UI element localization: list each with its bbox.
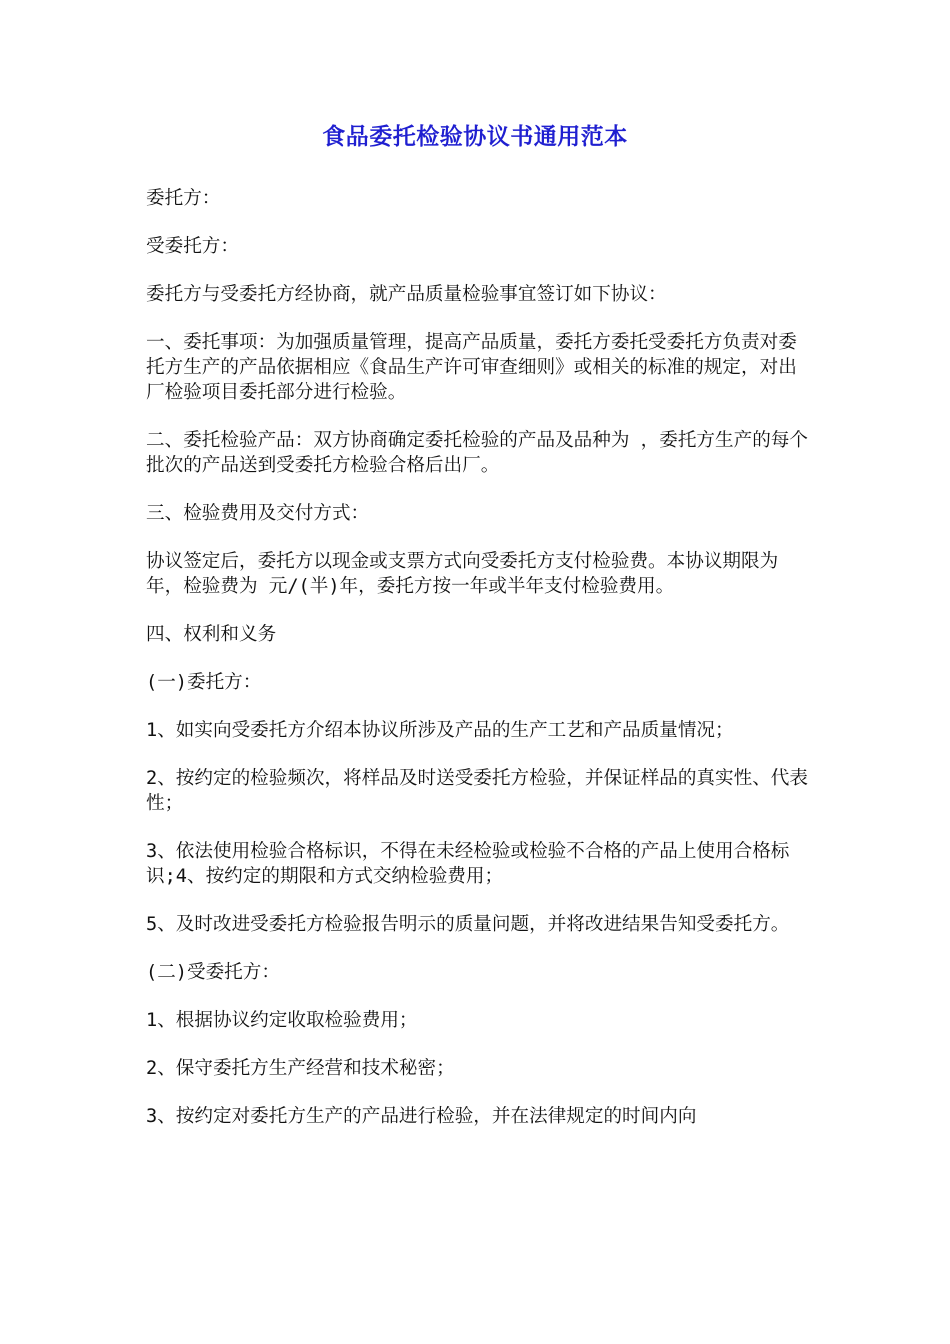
list-item: 2、保守委托方生产经营和技术秘密；	[146, 1058, 455, 1079]
paragraph-section-4: 四、权利和义务	[146, 624, 277, 645]
paragraph-agent: 受委托方：	[146, 236, 239, 257]
paragraph-section-2: 二、委托检验产品：双方协商确定委托检验的产品及品种为 ，委托方生产的每个批次的产品送到受委托方检验合格后出厂。	[146, 430, 808, 476]
list-item: 3、依法使用检验合格标识，不得在未经检验或检验不合格的产品上使用合格标识;4、按约定的期限和方式交纳检验费用；	[146, 841, 790, 887]
list-item: 5、及时改进受委托方检验报告明示的质量问题，并将改进结果告知受委托方。	[146, 914, 790, 935]
list-item: 3、按约定对委托方生产的产品进行检验，并在法律规定的时间内向	[146, 1106, 697, 1127]
paragraph-section-1: 一、委托事项：为加强质量管理，提高产品质量，委托方委托受委托方负责对委托方生产的产品依据相应《食品生产许可审查细则》或相关的标准的规定，对出厂检验项目委托部分进行检验。	[146, 332, 797, 403]
list-item: 2、按约定的检验频次，将样品及时送受委托方检验，并保证样品的真实性、代表性；	[146, 768, 808, 814]
paragraph-intro: 委托方与受委托方经协商，就产品质量检验事宜签订如下协议：	[146, 284, 667, 305]
paragraph-subsection-principal: (一)委托方：	[146, 672, 262, 693]
list-item: 1、根据协议约定收取检验费用；	[146, 1010, 418, 1031]
paragraph-subsection-agent: (二)受委托方：	[146, 962, 280, 983]
document-title: 食品委托检验协议书通用范本	[322, 124, 628, 150]
paragraph-fee-terms: 协议签定后，委托方以现金或支票方式向受委托方支付检验费。本协议期限为 年，检验费为 元/(半)年，委托方按一年或半年支付检验费用。	[146, 551, 790, 597]
list-item: 1、如实向受委托方介绍本协议所涉及产品的生产工艺和产品质量情况；	[146, 720, 734, 741]
document-body	[146, 186, 808, 1152]
paragraph-principal: 委托方：	[146, 188, 221, 209]
paragraph-section-3: 三、检验费用及交付方式：	[146, 503, 370, 524]
